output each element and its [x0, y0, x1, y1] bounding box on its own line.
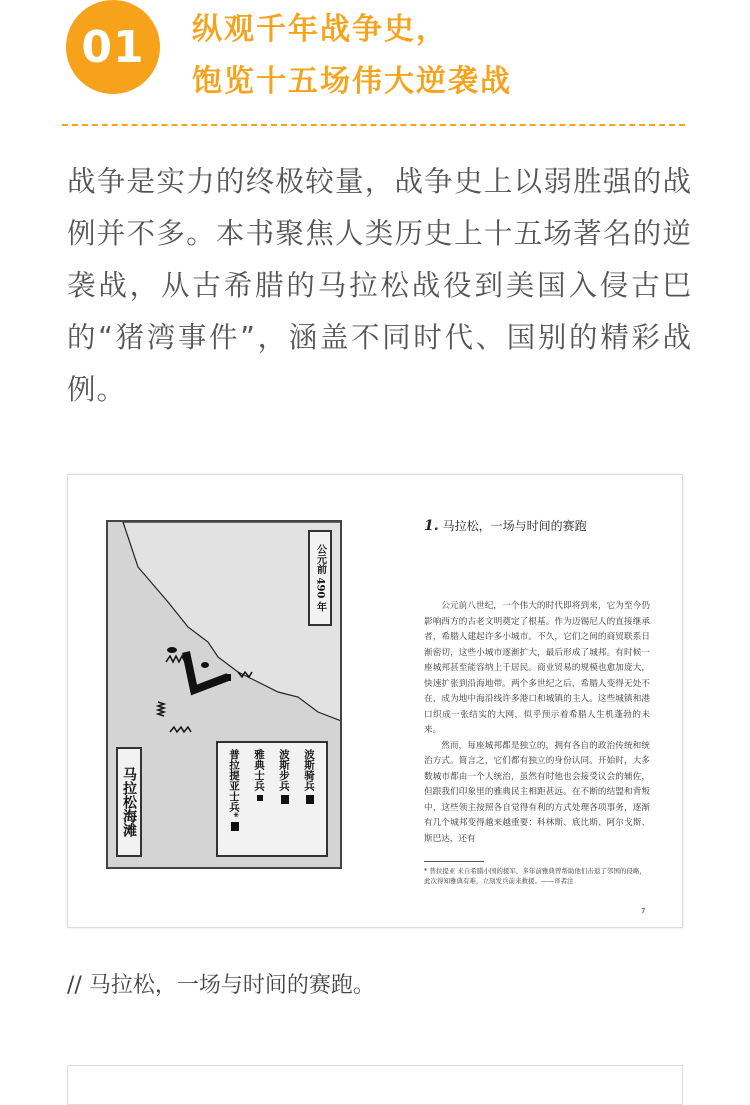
intro-paragraph: 战争是实力的终极较量，战争史上以弱胜强的战例并不多。本书聚焦人类历史上十五场著名的逆袭战，从古希腊的马拉松战役到美国入侵古巴的“猪湾事件”，涵盖不同时代、国别的精彩战例。 [67, 165, 692, 406]
legend-item: 波斯骑兵 [302, 749, 317, 849]
page-number: 7 [641, 907, 646, 915]
divider [62, 124, 685, 126]
marathon-map [106, 520, 342, 869]
section-title-line1: 纵观千年战争史， [192, 12, 448, 47]
chapter-column [424, 599, 650, 886]
section-title-line2: 饱览十五场伟大逆袭战 [192, 64, 512, 99]
legend-item: 波斯步兵 [277, 749, 292, 849]
map-place-label: 马拉松海滩 [116, 747, 142, 857]
chapter-body: 公元前八世纪，一个伟大的时代即将到来，它为至今仍影响西方的古老文明奠定了根基。作为迈锡尼人的直接继承者，希腊人建起许多小城市。不久，它们之间的商贸联系日渐密切，这些小城市逐渐扩大，最后形成了城邦。有时候一座城邦甚至能容纳上千居民。商业贸易的规模也愈加庞大，快速扩张到沿海地带。两个多世纪之后，希腊人变得无处不在，成为地中海沿线许多港口和城镇的主人。这些城镇和港口织成一张结实的大网，似乎预示着希腊人生机蓬勃的未来。 然而，每座城邦都是独立的，拥有各自的政治传统和统治方式。简言之，它们都有独立的身份认同。开始时，大多数城市都由一个人统治，虽然有时他也会接受议会的辅佐，但跟我们印象里的雅典民主相距甚远。在不断的结盟和背叛中，这些领主按照各自觉得有利的方式处理各项事务，逐渐有几个城邦变得越来越重要：科林斯、底比斯、阿尔戈斯、斯巴达，还有 [424, 601, 650, 844]
footnote-rule [424, 861, 484, 862]
section-number-badge: 01 [66, 0, 160, 94]
footnote: * 普拉提亚 来自希腊小国的援军，多年前雅典曾帮助他们击退了邻国的侵略，此次得知雅典有难，立刻发兵前来救援。——译者注 [424, 867, 646, 885]
legend-item: 普拉提亚士兵* [227, 749, 242, 849]
chapter-title: 1. 马拉松，一场与时间的赛跑 [424, 518, 587, 534]
book-page-image [67, 474, 683, 928]
legend-item: 雅典士兵 [252, 749, 267, 849]
next-book-page-image [67, 1065, 683, 1105]
map-date-label: 公元前 490 年 [308, 530, 332, 626]
image-caption: // 马拉松，一场与时间的赛跑。 [67, 973, 375, 998]
map-legend [216, 741, 328, 857]
